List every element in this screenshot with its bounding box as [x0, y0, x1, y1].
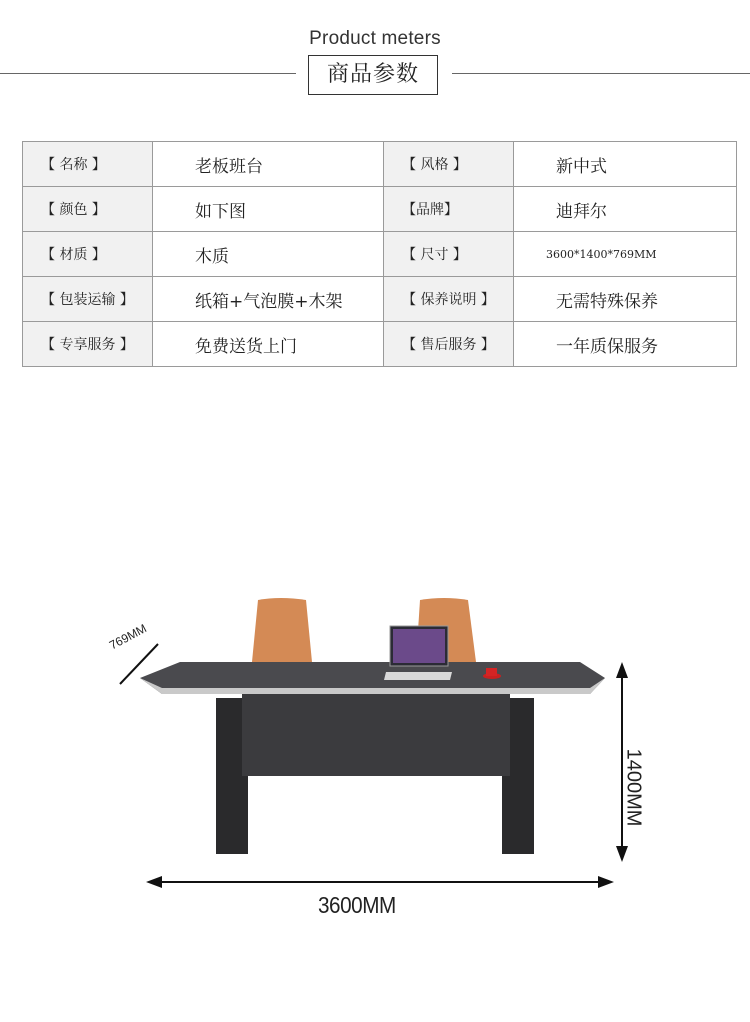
table-row — [23, 277, 737, 322]
width-dimension-label: 3600MM — [318, 892, 396, 918]
height-dimension-label: 769MM — [107, 621, 149, 653]
table-row — [23, 232, 737, 277]
param-label: 【 包装运输 】 — [23, 277, 153, 322]
param-value: 木质 — [153, 232, 384, 277]
depth-dimension-label: 1400MM — [622, 748, 645, 827]
param-label: 【 售后服务 】 — [384, 322, 514, 367]
param-value: 纸箱+气泡膜+木架 — [153, 277, 384, 322]
param-value: 老板班台 — [153, 142, 384, 187]
product-parameters-table — [22, 141, 737, 367]
param-label: 【 风格 】 — [384, 142, 514, 187]
param-value: 无需特殊保养 — [514, 277, 737, 322]
param-label: 【 专享服务 】 — [23, 322, 153, 367]
param-label: 【 名称 】 — [23, 142, 153, 187]
param-label: 【 尺寸 】 — [384, 232, 514, 277]
header-rule-right — [452, 73, 750, 74]
table-row — [23, 142, 737, 187]
table-row — [23, 322, 737, 367]
laptop-base — [384, 672, 452, 680]
header-rule-left — [0, 73, 296, 74]
param-label: 【 颜色 】 — [23, 187, 153, 232]
table-row — [23, 187, 737, 232]
param-value: 如下图 — [153, 187, 384, 232]
param-value: 一年质保服务 — [514, 322, 737, 367]
param-value: 3600*1400*769MM — [514, 232, 737, 277]
laptop-display — [393, 629, 445, 663]
param-value: 迪拜尔 — [514, 187, 737, 232]
chair-left — [252, 598, 312, 662]
param-value: 免费送货上门 — [153, 322, 384, 367]
header-english-title: Product meters — [309, 28, 441, 49]
cup-body — [486, 668, 497, 676]
param-label: 【品牌】 — [384, 187, 514, 232]
param-value: 新中式 — [514, 142, 737, 187]
param-label: 【 材质 】 — [23, 232, 153, 277]
desk-modesty-panel — [242, 694, 510, 776]
desk-dimension-figure — [110, 590, 670, 940]
section-title: 商品参数 — [308, 55, 438, 95]
param-label: 【 保养说明 】 — [384, 277, 514, 322]
